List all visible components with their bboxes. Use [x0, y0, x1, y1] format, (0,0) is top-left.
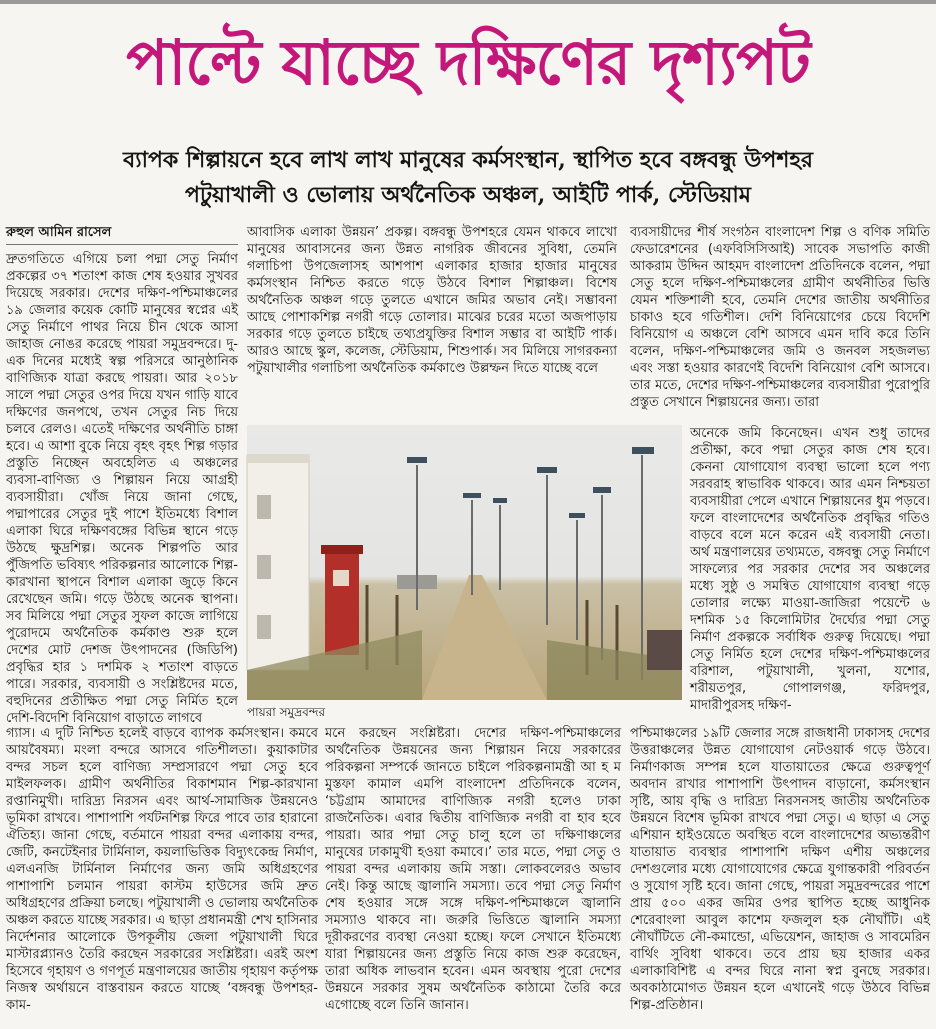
subheadline-line-1: ব্যাপক শিল্পায়নে হবে লাখ লাখ মানুষের কর্মসংস্থান, স্থাপিত হবে বঙ্গবন্ধু উপশহর [122, 147, 814, 173]
article-text: পশ্চিমাঞ্চলের ১৯টি জেলার সঙ্গে রাজধানী ঢাকাসহ দেশের উত্তরাঞ্চলের উন্নত যোগাযোগ নেটওয়ার্ক গড়ে উঠবে। নির্মাণকাজ সম্পন্ন হলে যাতায়াতের ক্ষেত্রে গুরুত্বপূর্ণ অবদান রাখার পাশাপাশি উৎপাদন বাড়ানো, কর্মসংস্থান সৃষ্টি, আয় বৃদ্ধি ও দারিদ্র্য নিরসনসহ জাতীয় অর্থনৈতিক উন্নয়নে বিশেষ ভূমিকা রাখবে পদ্মা সেতু। এ ছাড়া এ সেতু এশিয়ান হাইওয়েতে অবস্থিত বলে বাংলাদেশের অভ্যন্তরীণ যাতায়াত ব্যবস্থার পাশাপাশি দক্ষিণ এশীয় অঞ্চলের দেশগুলোর মধ্যে যোগাযোগের ক্ষেত্রে যুগান্তকারী পরিবর্তন ও সুযোগ সৃষ্টি হবে। জানা গেছে, পায়রা সমুদ্রবন্দরের পাশে প্রায় ৫০০ একর জমির ওপর স্থাপিত হচ্ছে আধুনিক শেরেবাংলা আবুল কাশেম ফজলুল হক নৌঘাঁটি। এই নৌঘাঁটিতে নৌ-কমান্ডো, এভিয়েশন, জাহাজ ও সাবমেরিন বার্থিং সুবিধা থাকবে। তবে প্রায় ছয় হাজার একর এলাকাবিশিষ্ট এ বন্দর ঘিরে নানা স্বপ্ন বুনছে সরকার। অবকাঠামোগত উন্নয়ন হলে এখানেই গড়ে উঠবে বিভিন্ন শিল্প-প্রতিষ্ঠান। [630, 726, 930, 1013]
column-2-top [247, 224, 617, 419]
column-2-bottom [325, 725, 621, 1023]
column-1-bottom [6, 725, 318, 1023]
article-text: দ্রুতগতিতে এগিয়ে চলা পদ্মা সেতু নির্মাণ প্রকল্পের ৩৭ শতাংশ কাজ শেষ হওয়ার সুখবর দিয়েছে সরকার। দেশের দক্ষিণ-পশ্চিমাঞ্চলের ১৯ জেলার কয়েক কোটি মানুষের স্বপ্নের এই সেতু নির্মাণে পাথর নিয়ে চীন থেকে আসা জাহাজ নোঙর করেছে পায়রা সমুদ্রবন্দরে। দু-এক দিনের মধ্যেই স্বল্প পরিসরে আনুষ্ঠানিক বাণিজ্যিক যাত্রা করছে পায়রা। আর ২০১৮ সালে পদ্মা সেতুর ওপর দিয়ে যখন গাড়ি যাবে দক্ষিণের জনপথে, তখন সেতুর নিচ দিয়ে চলবে রেলও। এতেই দক্ষিণের অর্থনীতি চাঙ্গা হবে। এ আশা বুকে নিয়ে বৃহৎ বৃহৎ শিল্প গড়ার প্রস্তুতি নিচ্ছেন অবহেলিত এ অঞ্চলের ব্যবসা-বাণিজ্য ও শিল্পায়ন নিয়ে আগ্রহী ব্যবসায়ীরা। খোঁজ নিয়ে জানা গেছে, পদ্মাপারের সেতুর দুই পাশে ইতিমধ্যে বিশাল এলাকা ঘিরে দক্ষিণবঙ্গের বিভিন্ন স্থানে গড়ে উঠছে ক্ষুদ্রশিল্প। অনেক শিল্পপতি আর পুঁজিপতি ভবিষ্যৎ পরিকল্পনার আলোকে শিল্প-কারখানা স্থাপনে বিশাল এলাকা জুড়ে কিনে রেখেছেন জমি। গড়ে উঠছে অনেক স্থাপনা। সব মিলিয়ে পদ্মা সেতুর সুফল কাজে লাগিয়ে পুরোদমে অর্থনৈতিক কর্মকাণ্ড শুরু হলে দেশের মোট দেশজ উৎপাদনের (জিডিপি) প্রবৃদ্ধির হার ১ দশমিক ২ শতাংশ বাড়তে পারে। সরকার, ব্যবসায়ী ও সংশ্লিষ্টদের মতে, বহুদিনের প্রতীক্ষিত পদ্মা সেতু নির্মিত হলে দেশি-বিদেশি বিনিয়োগ বাড়াতে লাগবে [6, 252, 238, 726]
top-rule [0, 0, 936, 4]
article-text: মনে করছেন সংশ্লিষ্টরা। দেশের দক্ষিণ-পশ্চিমাঞ্চলের অর্থনৈতিক উন্নয়নের জন্য শিল্পায়ন নিয়ে সরকারের পরিকল্পনা সম্পর্কে জানতে চাইলে পরিকল্পনামন্ত্রী আ হ ম মুস্তফা কামাল এমপি বাংলাদেশ প্রতিদিনকে বলেন, ‘চট্টগ্রাম আমাদের বাণিজ্যিক নগরী হলেও ঢাকা রাজনৈতিক। এবার দ্বিতীয় বাণিজ্যিক নগরী বা হাব হবে পায়রা। আর পদ্মা সেতু চালু হলে তা দক্ষিণাঞ্চলের মানুষের ঢাকামুখী হওয়া কমাবে।’ তার মতে, পদ্মা সেতু ও পায়রা বন্দর এলাকায় জমি সস্তা। লোকবলেরও অভাব নেই। কিন্তু আছে জ্বালানি সমস্যা। তবে পদ্মা সেতু নির্মাণ শেষ হওয়ার সঙ্গে সঙ্গে দক্ষিণ-পশ্চিমাঞ্চলে জ্বালানি সমস্যাও থাকবে না। জরুরি ভিত্তিতে জ্বালানি সমস্যা দূরীকরণের ব্যবস্থা নেওয়া হচ্ছে। ফলে সেখানে ইতিমধ্যে যারা শিল্পায়নের জন্য প্রস্তুতি নিয়ে কাজ শুরু করেছেন, তারা অধিক লাভবান হবেন। এমন অবস্থায় পুরো দেশের উন্নয়নে সরকার সুষম অর্থনৈতিক কাঠামো তৈরি করে এগোচ্ছে বলে তিনি জানান। [325, 726, 621, 1013]
article-text: ব্যবসায়ীদের শীর্ষ সংগঠন বাংলাদেশ শিল্প ও বণিক সমিতি ফেডারেশনের (এফবিসিসিআই) সাবেক সভাপতি কাজী আকরাম উদ্দিন আহমদ বাংলাদেশ প্রতিদিনকে বলেন, পদ্মা সেতু হলে দক্ষিণ-পশ্চিমাঞ্চলের গ্রামীণ অর্থনীতির ভিত্তি যেমন শক্তিশালী হবে, তেমনি দেশের জাতীয় অর্থনীতির চাকাও হবে গতিশীল। দেশি বিনিয়োগের চেয়ে বিদেশি বিনিয়োগ এ অঞ্চলে বেশি আসবে এমন দাবি করে তিনি বলেন, দক্ষিণ-পশ্চিমাঞ্চলের জমি ও জনবল সহজলভ্য এবং সস্তা হওয়ার কারণেই বিদেশি বিনিয়োগ বেশি আসবে। তার মতে, দেশের দক্ষিণ-পশ্চিমাঞ্চলের ব্যবসায়ীরা পুরোপুরি প্রস্তুত সেখানে শিল্পায়নের জন্য। তারা [630, 225, 930, 410]
photo-illustration [247, 425, 682, 700]
column-3-bottom [630, 725, 930, 1023]
article-text: আবাসিক এলাকা উন্নয়ন’ প্রকল্প। বঙ্গবন্ধু উপশহরে যেমন থাকবে লাখো মানুষের আবাসনের জন্য উন্নত নাগরিক জীবনের সুবিধা, তেমনি গলাচিপা উপজেলাসহ আশপাশ এলাকার হাজার হাজার মানুষের কর্মসংস্থান নিশ্চিত করতে গড়ে উঠবে বিশাল শিল্পাঞ্চল। বিশেষ অর্থনৈতিক অঞ্চল গড়ে তুলতে এখানে জমির অভাব নেই। সম্ভাবনা আছে পোশাকশিল্প নগরী গড়ে তোলার। মাঝের চরের মতো অজপাড়ায় সরকার গড়ে তুলতে চাইছে তথ্যপ্রযুক্তির বিশাল সম্ভার বা আইটি পার্ক। আরও আছে স্কুল, কলেজ, স্টেডিয়াম, শিশুপার্ক। সব মিলিয়ে সাগরকন্যা পটুয়াখালীর গলাচিপা অর্থনৈতিক কর্মকাণ্ডে উল্লম্ফন দিতে যাচ্ছে বলে [247, 225, 617, 376]
photo-caption: পায়রা সমুদ্রবন্দর [247, 705, 326, 719]
article-text: গ্যাস। এ দুটি নিশ্চিত হলেই বাড়বে ব্যাপক কর্মসংস্থান। কমবে আয়বৈষম্য। মংলা বন্দরে আসবে গতিশীলতা। কুয়াকাটার বন্দর সচল হলে বাণিজ্য সম্প্রসারণে পদ্মা সেতু হবে মাইলফলক। গ্রামীণ অর্থনীতির বিকাশমান শিল্প-কারখানা রপ্তানিমুখী। দারিদ্র্য নিরসন এবং আর্থ-সামাজিক উন্নয়নেও ভূমিকা রাখবে। পাশাপাশি পর্যটনশিল্প ফিরে পাবে তার হারানো ঐতিহ্য। জানা গেছে, বর্তমানে পায়রা বন্দর এলাকায় বন্দর, জেটি, কনটেইনার টার্মিনাল, কয়লাভিত্তিক বিদ্যুৎকেন্দ্র নির্মাণ, এলএনজি টার্মিনাল নির্মাণের জন্য জমি অধিগ্রহণের পাশাপাশি চলমান পায়রা কাস্টম হাউসের জমি দ্রুত অধিগ্রহণের প্রক্রিয়া চলছে। পটুয়াখালী ও ভোলায় অর্থনৈতিক অঞ্চল করতে যাচ্ছে সরকার। এ ছাড়া প্রধানমন্ত্রী শেখ হাসিনার নির্দেশনার আলোকে উপকূলীয় জেলা পটুয়াখালী ঘিরে মাস্টারপ্ল্যানও তৈরি করছেন সরকারের সংশ্লিষ্টরা। এরই অংশ হিসেবে গৃহায়ণ ও গণপূর্ত মন্ত্রণালয়ের জাতীয় গৃহায়ণ কর্তৃপক্ষ নিজস্ব অর্থায়নে বাস্তবায়ন করতে যাচ্ছে ‘বঙ্গবন্ধু উপশহর-কাম- [6, 726, 318, 1013]
subheadline-line-2: পটুয়াখালী ও ভোলায় অর্থনৈতিক অঞ্চল, আইটি পার্ক, স্টেডিয়াম [185, 182, 751, 208]
column-1-top [6, 224, 238, 726]
byline: রুহুল আমিন রাসেল [6, 224, 238, 245]
column-3-top [630, 224, 930, 419]
column-3-mid [690, 425, 930, 720]
article-text: অনেকে জমি কিনেছেন। এখন শুধু তাদের প্রতীক্ষা, কবে পদ্মা সেতুর কাজ শেষ হবে। কেননা যোগাযোগ ব্যবস্থা ভালো হলে পণ্য সরবরাহ স্বাভাবিক থাকবে। আর এমন নিশ্চয়তা ব্যবসায়ীরা পেলে এখানে শিল্পায়নের ধুম পড়বে। ফলে বাংলাদেশের অর্থনৈতিক প্রবৃদ্ধির গতিও বাড়বে বলে মনে করেন এই ব্যবসায়ী নেতা। অর্থ মন্ত্রণালয়ের তথ্যমতে, বঙ্গবন্ধু সেতু নির্মাণে সাফল্যের পর সরকার দেশের সব অঞ্চলের মধ্যে সুষ্ঠু ও সমন্বিত যোগাযোগ ব্যবস্থা গড়ে তোলার লক্ষ্যে মাওয়া-জাজিরা পয়েন্টে ৬ দশমিক ১৫ কিলোমিটার দৈর্ঘ্যের পদ্মা সেতু নির্মাণ প্রকল্পকে সর্বাধিক গুরুত্ব দিয়েছে। পদ্মা সেতু নির্মিত হলে দেশের দক্ষিণ-পশ্চিমাঞ্চলের বরিশাল, পটুয়াখালী, খুলনা, যশোর, শরীয়তপুর, গোপালগঞ্জ, ফরিদপুর, মাদারীপুরসহ দক্ষিণ- [690, 426, 930, 713]
headline: পাল্টে যাচ্ছে দক্ষিণের দৃশ্যপট [126, 26, 810, 99]
construction-site-photo [247, 425, 682, 700]
